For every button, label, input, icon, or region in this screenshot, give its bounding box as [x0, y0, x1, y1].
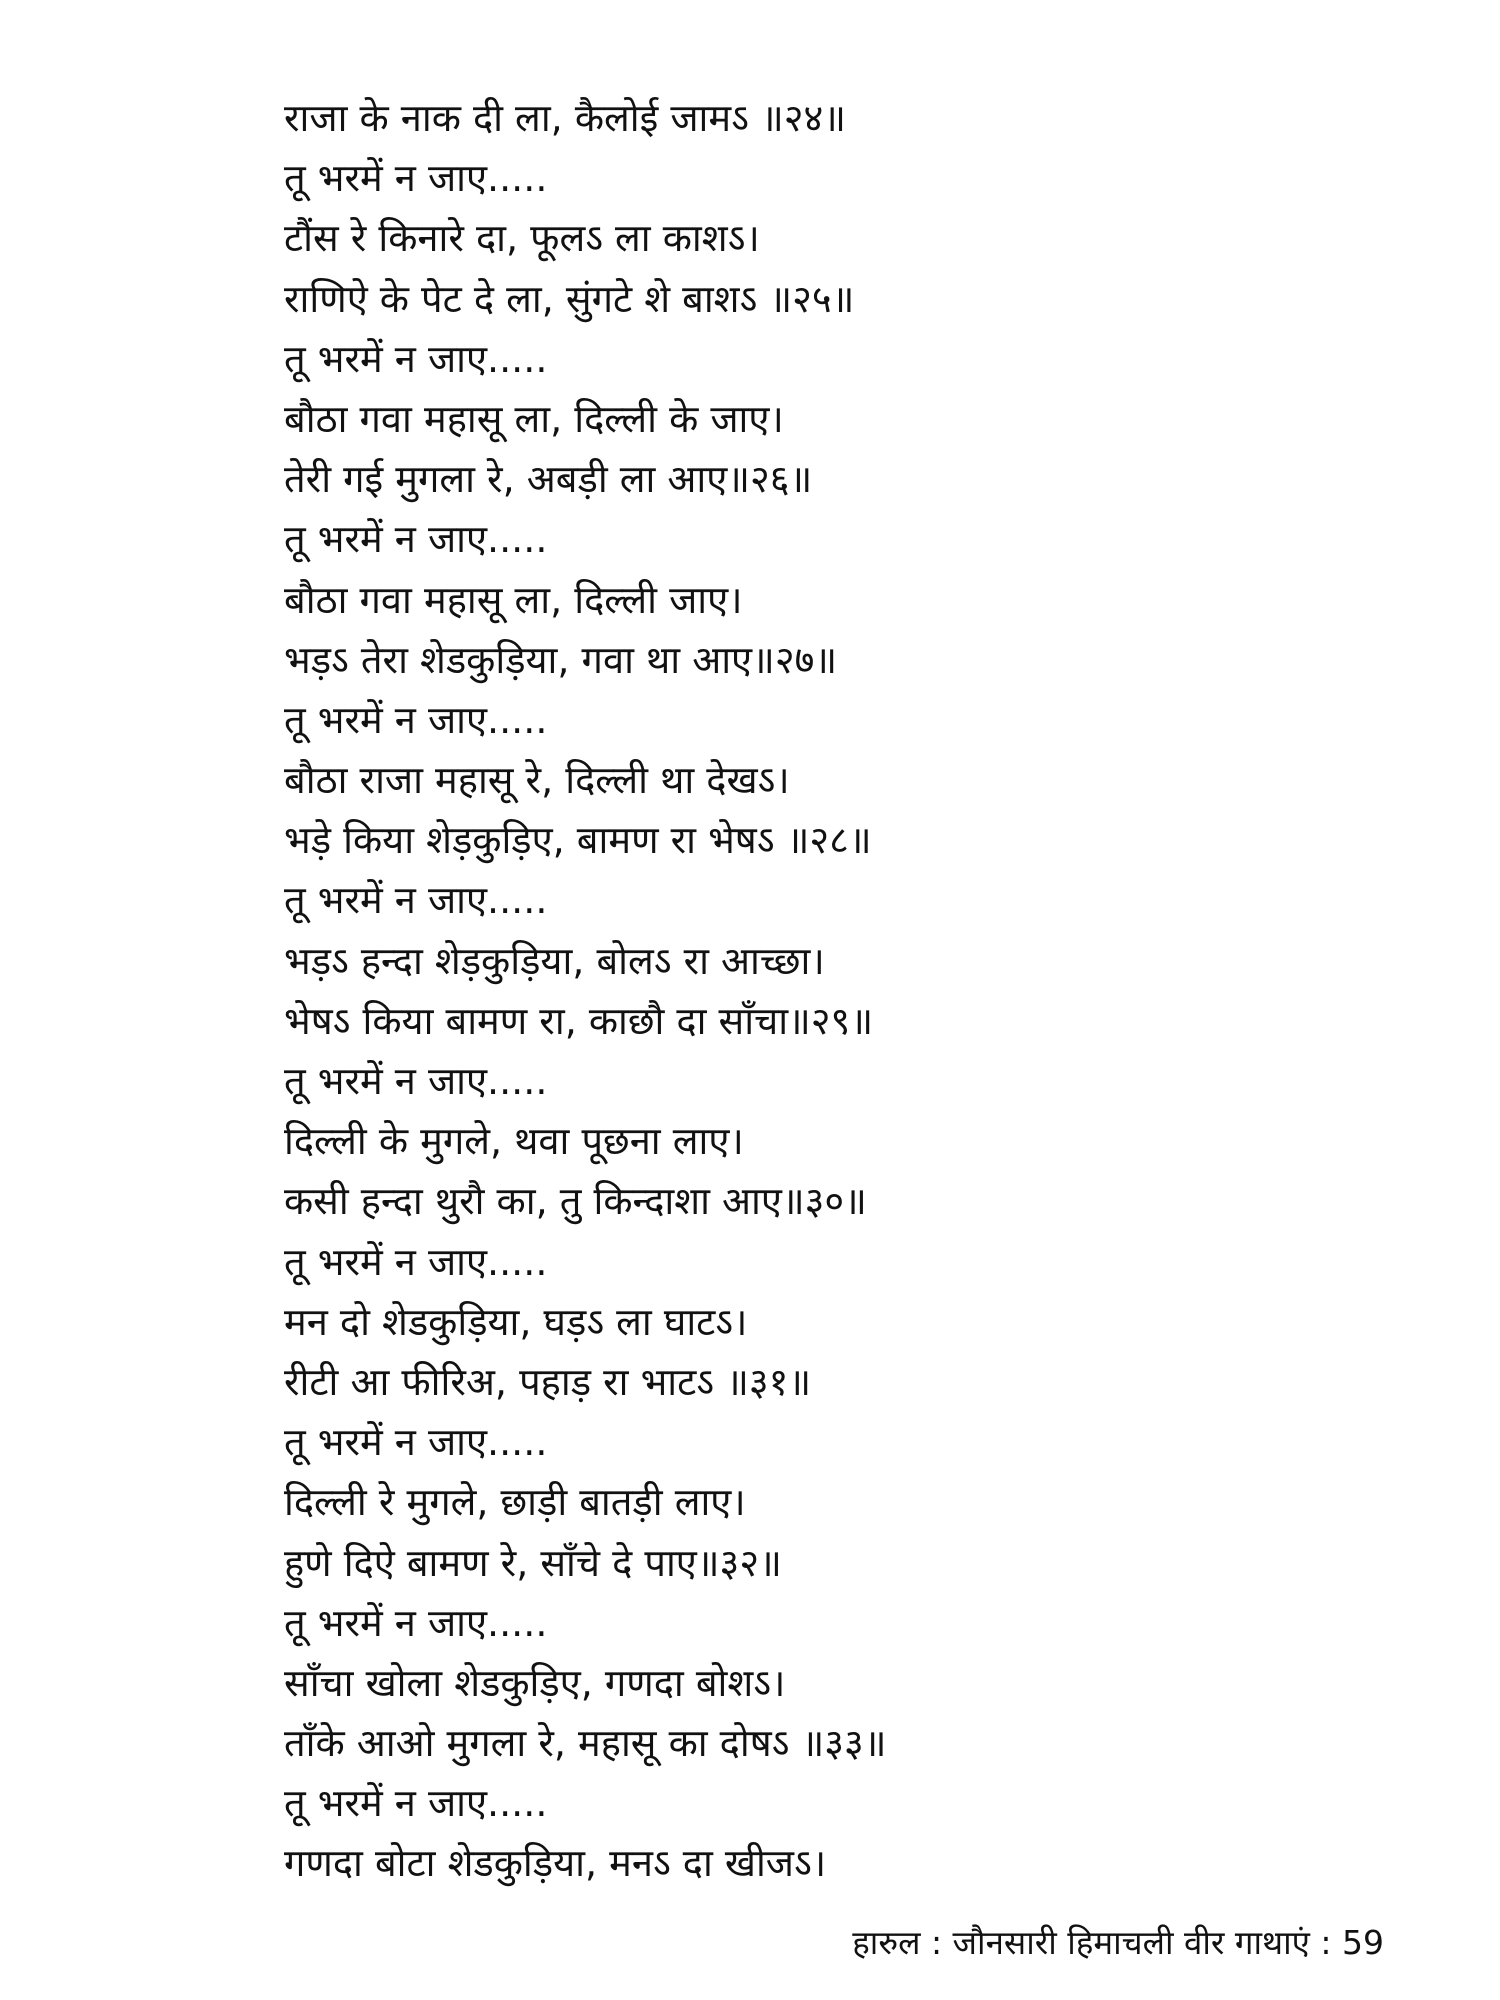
verse-line: मन दो शेडकुड़िया, घड़ऽ ला घाटऽ।	[284, 1299, 748, 1344]
refrain-line: तू भरमें न जाए.....	[284, 1600, 548, 1645]
page-footer	[852, 1918, 1384, 1968]
verse-line: राणिऐ के पेट दे ला, सुंगटे शे बाशऽ ॥२५॥	[284, 276, 855, 321]
refrain-line: तू भरमें न जाए.....	[284, 1781, 548, 1826]
verse-line: साँचा खोला शेडकुड़िए, गणदा बोशऽ।	[284, 1660, 786, 1705]
verse-line: तेरी गई मुगला रे, अबड़ी ला आए॥२६॥	[284, 457, 813, 502]
verse-line: बौठा राजा महासू रे, दिल्ली था देखऽ।	[284, 758, 790, 803]
verse-line: बौठा गवा महासू ला, दिल्ली के जाए।	[284, 396, 784, 441]
verse-line: कसी हन्दा थुरौ का, तु किन्दाशा आए॥३०॥	[284, 1179, 867, 1224]
verse-text	[284, 88, 1284, 1894]
verse-line: दिल्ली रे मुगले, छाड़ी बातड़ी लाए।	[284, 1480, 746, 1525]
verse-line: बौठा गवा महासू ला, दिल्ली जाए।	[284, 577, 743, 622]
refrain-line: तू भरमें न जाए.....	[284, 517, 548, 562]
refrain-line: तू भरमें न जाए.....	[284, 697, 548, 742]
verse-line: भड़ऽ तेरा शेडकुड़िया, गवा था आए॥२७॥	[284, 637, 838, 682]
verse-line: ताँके आओ मुगला रे, महासू का दोषऽ ॥३३॥	[284, 1721, 887, 1766]
verse-line: भेषऽ किया बामण रा, काछौ दा साँचा॥२९॥	[284, 998, 874, 1043]
verse-line: दिल्ली के मुगले, थवा पूछना लाए।	[284, 1119, 744, 1164]
running-head: हारुल : जौनसारी हिमाचली वीर गाथाएं : 59	[852, 1923, 1384, 1962]
verse-line: रीटी आ फीरिअ, पहाड़ रा भाटऽ ॥३१॥	[284, 1359, 812, 1404]
verse-line: राजा के नाक दी ला, कैलोई जामऽ ॥२४॥	[284, 96, 846, 140]
refrain-line: तू भरमें न जाए.....	[284, 878, 548, 923]
verse-line: भड़ऽ हन्दा शेड़कुड़िया, बोलऽ रा आच्छा।	[284, 938, 825, 983]
refrain-line: तू भरमें न जाए.....	[284, 156, 548, 201]
refrain-line: तू भरमें न जाए.....	[284, 1239, 548, 1284]
verse-line: भड़े किया शेड़कुड़िए, बामण रा भेषऽ ॥२८॥	[284, 818, 872, 863]
verse-line: गणदा बोटा शेडकुड़िया, मनऽ दा खीजऽ।	[284, 1841, 827, 1886]
refrain-line: तू भरमें न जाए.....	[284, 1420, 548, 1465]
verse-line: हुणे दिऐ बामण रे, साँचे दे पाए॥३२॥	[284, 1540, 782, 1585]
refrain-line: तू भरमें न जाए.....	[284, 336, 548, 381]
verse-line: टौंस रे किनारे दा, फूलऽ ला काशऽ।	[284, 216, 760, 261]
refrain-line: तू भरमें न जाए.....	[284, 1059, 548, 1103]
